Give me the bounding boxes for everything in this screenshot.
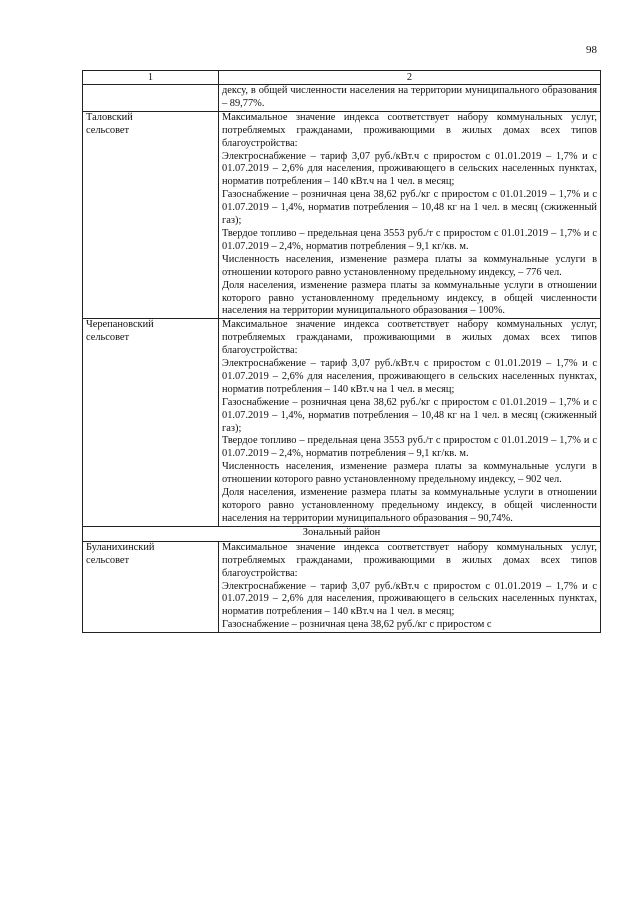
description-paragraph: Доля населения, изменение размера платы за коммунальные услуги в отношении которого равно установленному предельному индексу, в общей численности населения на территории муниципального образования – 90,74%. <box>222 487 597 524</box>
settlement-description <box>219 541 601 632</box>
description-paragraph: Численность населения, изменение размера платы за коммунальные услуги в отношении которого равно установленному предельному индексу, – 902 чел. <box>222 461 597 486</box>
district-section-row <box>83 526 601 541</box>
table-row <box>83 111 601 319</box>
description-paragraph: дексу, в общей численности населения на территории муниципального образования – 89,77%. <box>222 85 597 109</box>
description-paragraph: Доля населения, изменение размера платы за коммунальные услуги в отношении которого равно установленному предельному индексу, в общей численности населения на территории муниципального образования – 100%. <box>222 279 597 317</box>
description-paragraph: Газоснабжение – розничная цена 38,62 руб./кг с приростом с <box>222 619 492 631</box>
page-number: 98 <box>586 44 597 56</box>
table-row <box>83 319 601 527</box>
settlement-name: Буланихинский сельсовет <box>83 541 219 632</box>
table-body <box>83 85 601 633</box>
description-paragraph: Твердое топливо – предельная цена 3553 руб./т с приростом с 01.01.2019 – 1,7% и с 01.07.2019 – 2,4%, норматив потребления – 9,1 кг/кв. м. <box>222 435 597 460</box>
table-row <box>83 85 601 112</box>
description-paragraph: Электроснабжение – тариф 3,07 руб./кВт.ч с приростом с 01.01.2019 – 1,7% и с 01.07.2019 – 2,6% для населения, проживающего в сельских населенных пунктах, норматив потребления – 140 кВт.ч на 1 чел. в месяц; <box>222 580 597 618</box>
column-header-2: 2 <box>219 71 601 85</box>
settlement-name: Черепановский сельсовет <box>83 319 219 527</box>
table-row <box>83 541 601 632</box>
settlement-description <box>219 111 601 319</box>
description-paragraph: Твердое топливо – предельная цена 3553 руб./т с приростом с 01.01.2019 – 1,7% и с 01.07.2019 – 2,4%, норматив потребления – 9,1 кг/кв. м. <box>222 227 597 252</box>
district-title: Зональный район <box>83 526 601 541</box>
settlement-description <box>219 319 601 527</box>
settlement-description <box>219 85 601 112</box>
description-paragraph: Максимальное значение индекса соответствует набору коммунальных услуг, потребляемых гражданами, проживающими в жилых домах всех типов благоустройства: <box>222 319 597 357</box>
table-header-row <box>83 71 601 85</box>
description-paragraph: Электроснабжение – тариф 3,07 руб./кВт.ч с приростом с 01.01.2019 – 1,7% и с 01.07.2019 – 2,6% для населения, проживающего в сельских населенных пунктах, норматив потребления – 140 кВт.ч на 1 чел. в месяц; <box>222 358 597 395</box>
municipal-index-table <box>82 70 601 633</box>
description-paragraph: Газоснабжение – розничная цена 38,62 руб./кг с приростом с 01.01.2019 – 1,7% и с 01.07.2019 – 1,4%, норматив потребления – 10,48 кг на 1 чел. в месяц (сжиженный газ); <box>222 189 597 227</box>
settlement-name: Таловский сельсовет <box>83 111 219 319</box>
description-paragraph: Электроснабжение – тариф 3,07 руб./кВт.ч с приростом с 01.01.2019 – 1,7% и с 01.07.2019 – 2,6% для населения, проживающего в сельских населенных пунктах, норматив потребления – 140 кВт.ч на 1 чел. в месяц; <box>222 150 597 188</box>
description-paragraph: Численность населения, изменение размера платы за коммунальные услуги в отношении которого равно установленному предельному индексу, – 776 чел. <box>222 253 597 278</box>
description-paragraph: Максимальное значение индекса соответствует набору коммунальных услуг, потребляемых гражданами, проживающими в жилых домах всех типов благоустройства: <box>222 111 597 149</box>
column-header-1: 1 <box>83 71 219 85</box>
settlement-name <box>83 85 219 112</box>
description-paragraph: Газоснабжение – розничная цена 38,62 руб./кг с приростом с 01.01.2019 – 1,7% и с 01.07.2019 – 1,4%, норматив потребления – 10,48 кг на 1 чел. в месяц (сжиженный газ); <box>222 396 597 434</box>
description-paragraph: Максимальное значение индекса соответствует набору коммунальных услуг, потребляемых гражданами, проживающими в жилых домах всех типов благоустройства: <box>222 541 597 579</box>
